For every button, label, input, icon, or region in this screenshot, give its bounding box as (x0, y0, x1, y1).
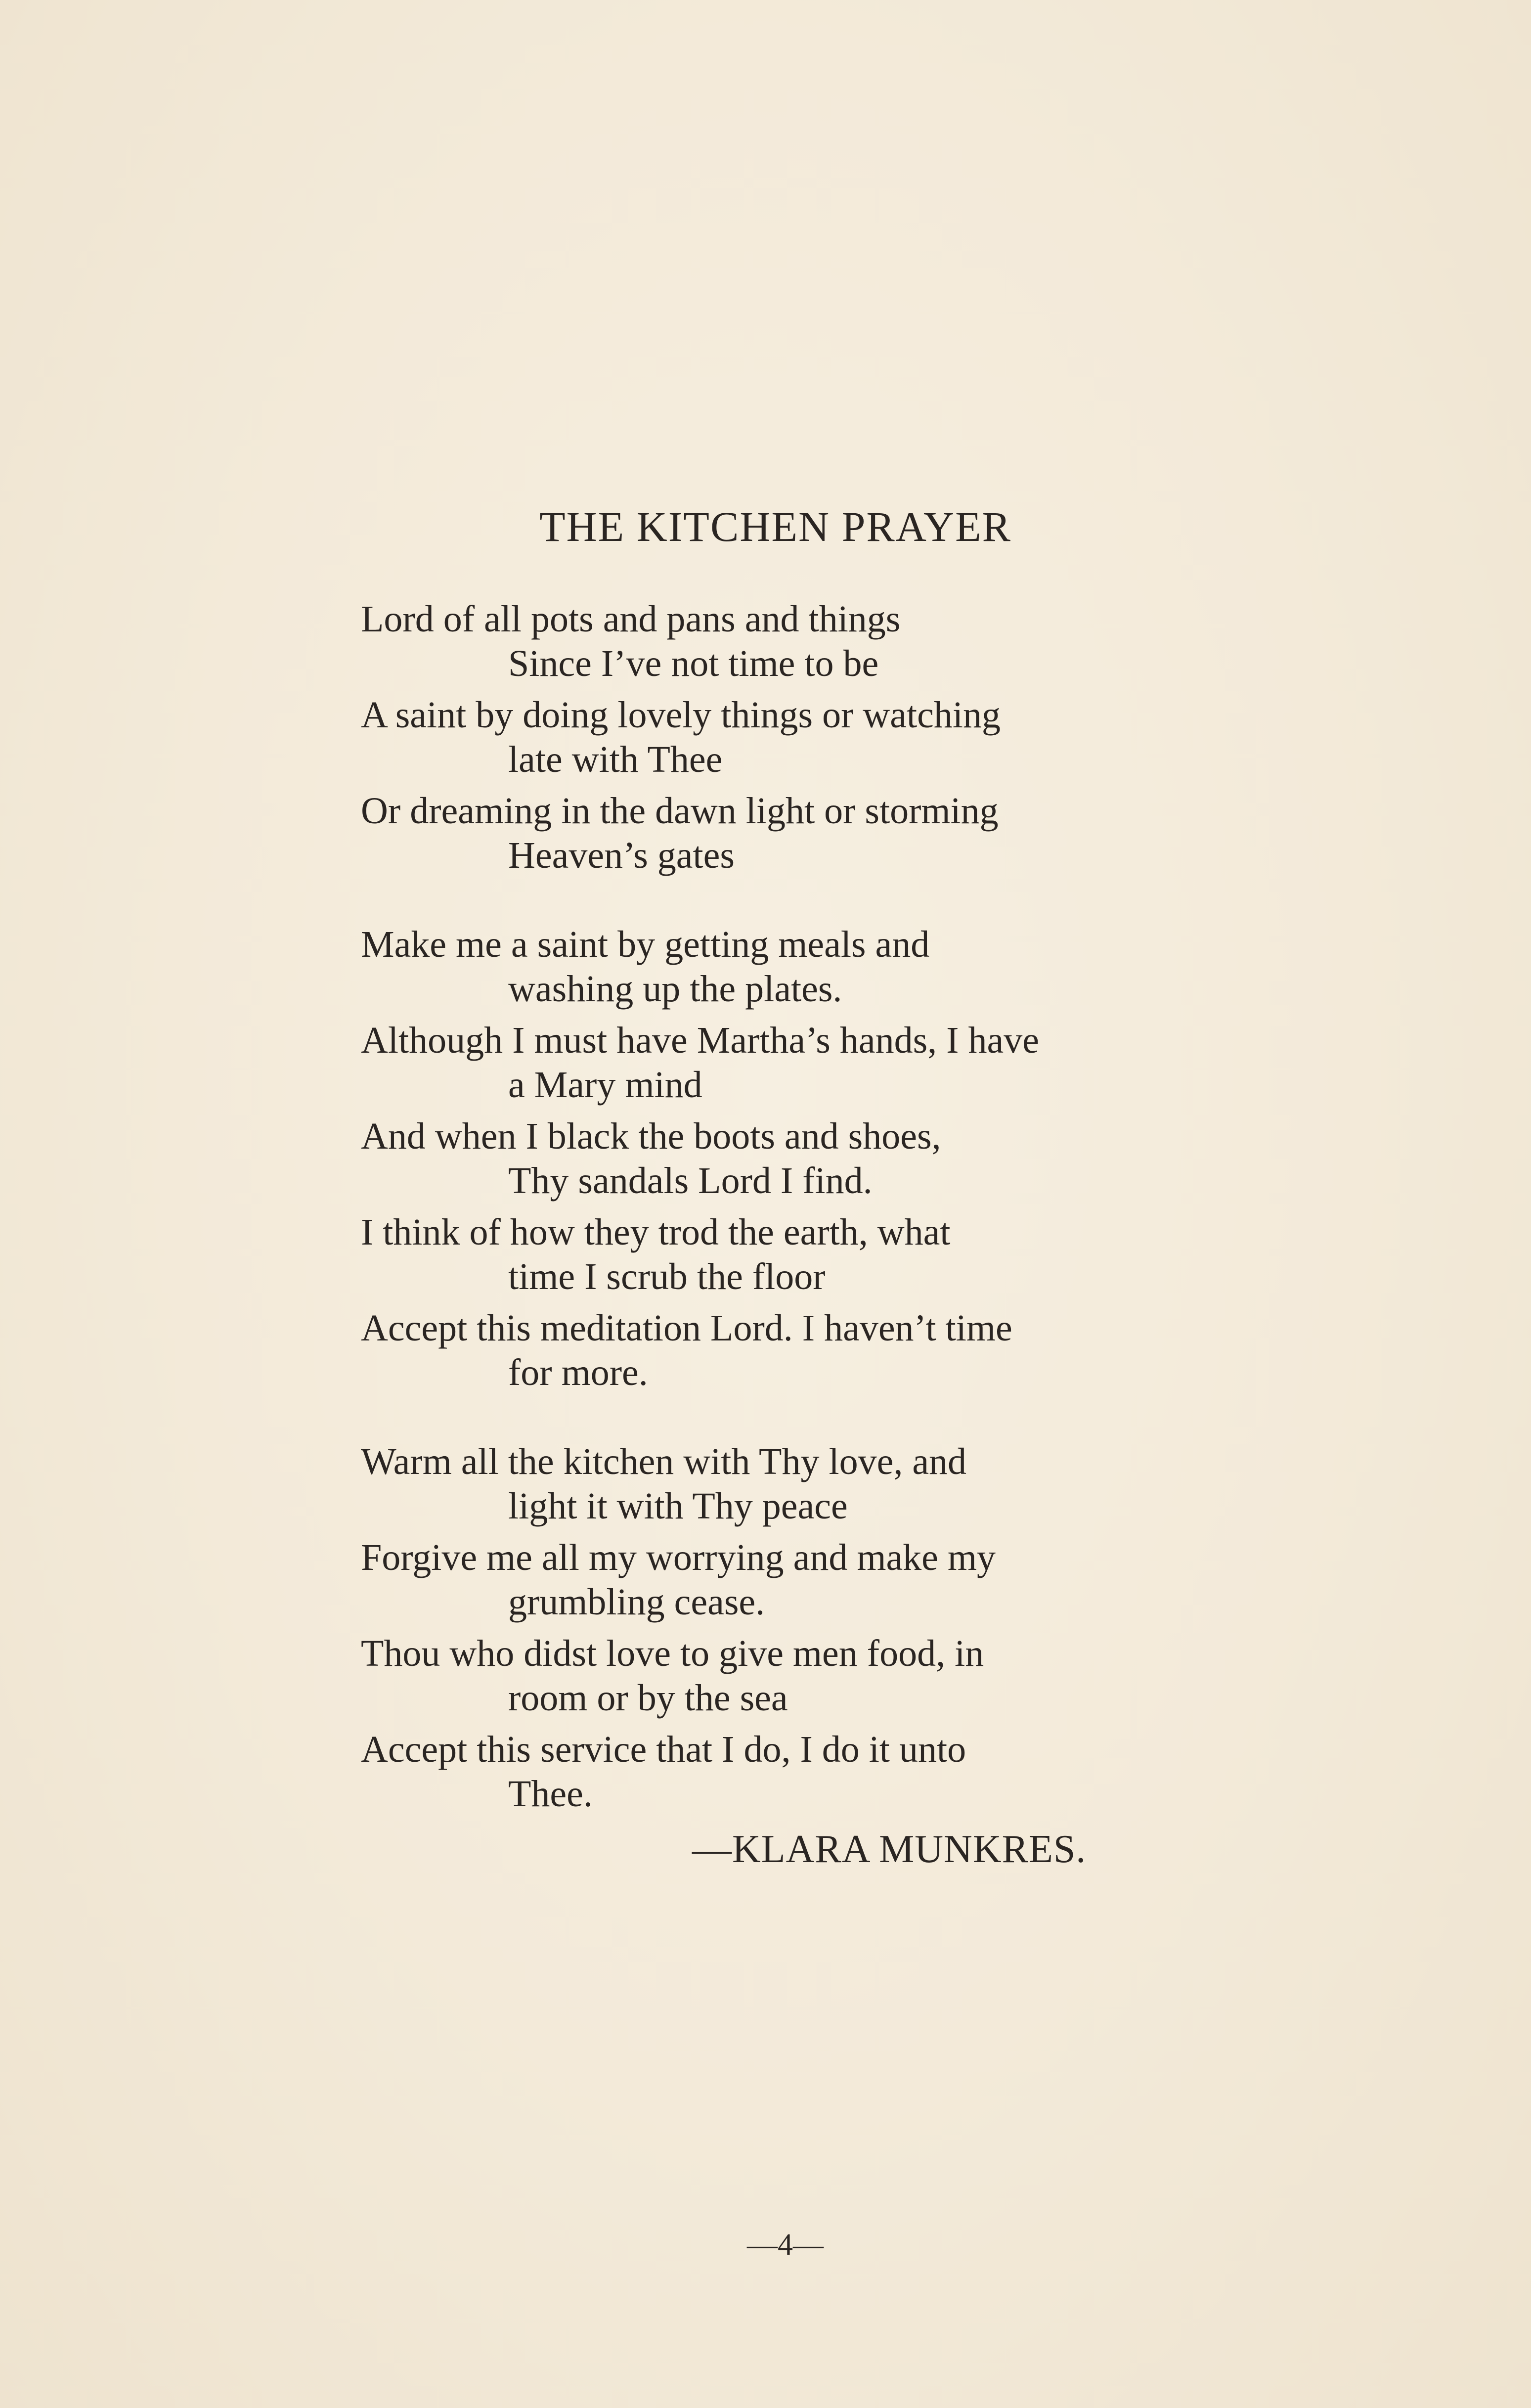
poem-line-continuation: a Mary mind (508, 1064, 702, 1106)
poem-line-text: Warm all the kitchen with Thy love, and (361, 1441, 967, 1482)
poem-line-continuation: Thee. (508, 1773, 593, 1815)
poem-line-text: Forgive me all my worrying and make my (361, 1537, 996, 1578)
poem-line (361, 1630, 1251, 1719)
stanza-3 (361, 1438, 1251, 1815)
poem-line (361, 596, 1251, 685)
author-attribution: —KLARA MUNKRES. (692, 1828, 1087, 1871)
poem-line-continuation: room or by the sea (508, 1677, 788, 1719)
poem-line-text: Lord of all pots and pans and things (361, 598, 901, 640)
poem-line (361, 1113, 1251, 1202)
stanza-1 (361, 596, 1251, 877)
poem-line-text: Accept this service that I do, I do it unto (361, 1729, 966, 1770)
poem-line-continuation: late with Thee (508, 739, 723, 780)
poem-line-continuation: Thy sandals Lord I find. (508, 1160, 873, 1202)
poem-line-text: Accept this meditation Lord. I haven’t time (361, 1307, 1012, 1349)
poem-line-continuation: grumbling cease. (508, 1581, 765, 1623)
poem-line-text: Although I must have Martha’s hands, I have (361, 1020, 1039, 1061)
poem-line (361, 921, 1251, 1010)
poem-line-continuation: time I scrub the floor (508, 1256, 826, 1297)
poem-line-text: Make me a saint by getting meals and (361, 924, 930, 965)
poem-line-text: I think of how they trod the earth, what (361, 1211, 951, 1253)
poem-line-text: Or dreaming in the dawn light or storming (361, 790, 999, 832)
page-number: —4— (747, 2228, 824, 2262)
poem-line (361, 1017, 1251, 1106)
poem-line (361, 788, 1251, 877)
poem-line-text: Thou who didst love to give men food, in (361, 1633, 984, 1674)
poem-line-continuation: washing up the plates. (508, 968, 842, 1010)
poem-line (361, 1534, 1251, 1623)
stanza-2 (361, 921, 1251, 1394)
poem-body (361, 596, 1251, 1860)
poem-title: THE KITCHEN PRAYER (539, 503, 1011, 550)
poem-line (361, 1438, 1251, 1527)
poem-line-text: A saint by doing lovely things or watching (361, 694, 1001, 736)
poem-line (361, 692, 1251, 781)
poem-line-continuation: light it with Thy peace (508, 1485, 848, 1527)
poem-line-text: And when I black the boots and shoes, (361, 1115, 941, 1157)
poem-line (361, 1726, 1251, 1815)
poem-line-continuation: for more. (508, 1352, 648, 1393)
poem-line-continuation: Since I’ve not time to be (508, 643, 879, 684)
poem-line-continuation: Heaven’s gates (508, 835, 735, 876)
poem-line (361, 1209, 1251, 1298)
poem-line (361, 1305, 1251, 1394)
